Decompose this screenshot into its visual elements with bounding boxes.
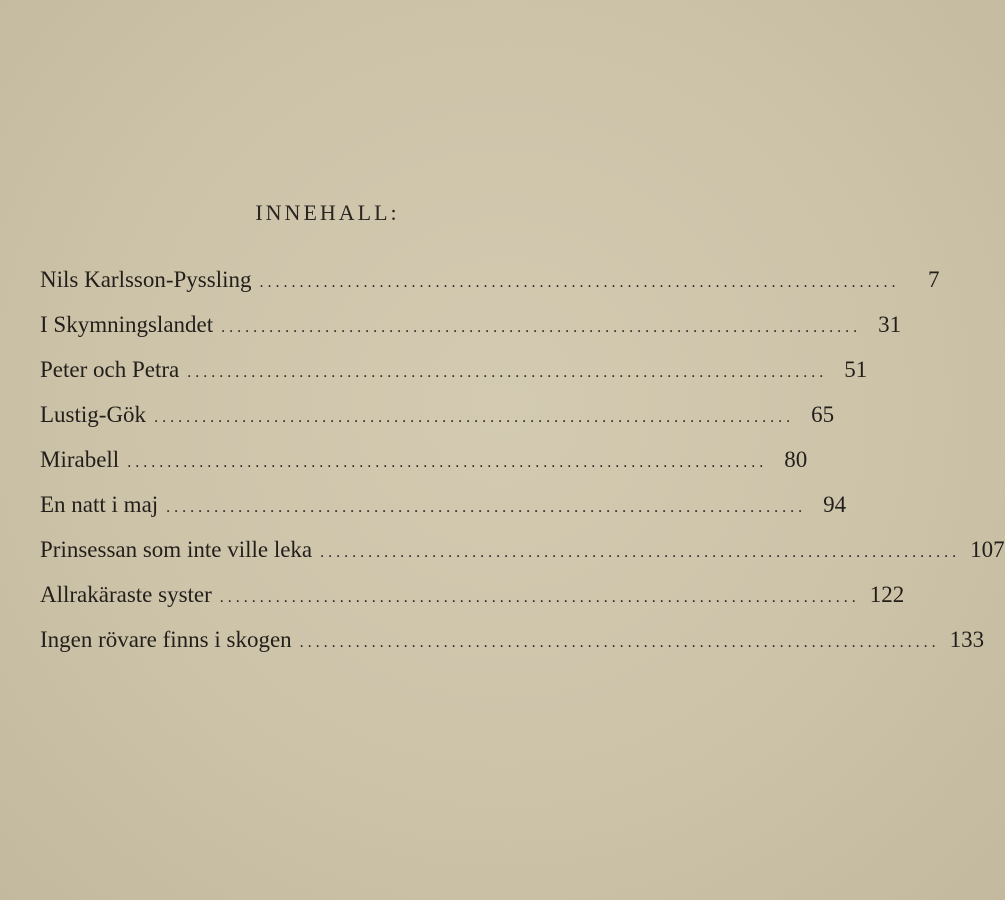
toc-leader-dots: ................................................................................ [127,454,768,471]
toc-entry-page: 122 [869,582,905,607]
toc-heading: INNEHALL: [255,200,400,225]
toc-leader-dots: ................................................................................ [221,319,862,336]
toc-entry-title: Peter och Petra [40,357,180,382]
toc-entry [40,392,835,437]
toc-entry [40,617,985,662]
toc-entry-title: Prinsessan som inte ville leka [40,537,313,562]
toc-entry [40,257,940,302]
toc-entry-page: 133 [949,627,985,652]
toc-entry-page: 31 [878,312,902,337]
toc-entry [40,527,1005,572]
toc-leader-dots: ................................................................................ [299,634,940,651]
toc-entry-page: 51 [844,357,868,382]
toc-entry [40,437,808,482]
toc-entry-title: Nils Karlsson-Pyssling [40,267,252,292]
toc-leader-dots: ................................................................................ [154,409,795,426]
toc-leader-dots: ................................................................................ [320,544,961,561]
toc-leader-dots: ................................................................................ [219,589,860,606]
toc-entry [40,572,905,617]
toc-entry [40,347,868,392]
toc-entry-title: Ingen rövare finns i skogen [40,627,292,652]
toc-entry-page: 65 [811,402,835,427]
toc-entry-title: Lustig-Gök [40,402,147,427]
toc-entry [40,302,902,347]
toc-leader-dots: ................................................................................ [259,274,900,291]
toc-entry-page: 7 [928,267,940,292]
toc-entry-page: 107 [970,537,1005,562]
toc-entry [40,482,847,527]
table-of-contents [40,257,1005,662]
toc-leader-dots: ................................................................................ [166,499,807,516]
toc-entry-title: I Skymningslandet [40,312,214,337]
toc-leader-dots: ................................................................................ [187,364,828,381]
toc-entry-title: Mirabell [40,447,120,472]
toc-entry-title: Allrakäraste syster [40,582,212,607]
toc-entry-page: 80 [784,447,808,472]
toc-entry-title: En natt i maj [40,492,159,517]
toc-entry-page: 94 [823,492,847,517]
